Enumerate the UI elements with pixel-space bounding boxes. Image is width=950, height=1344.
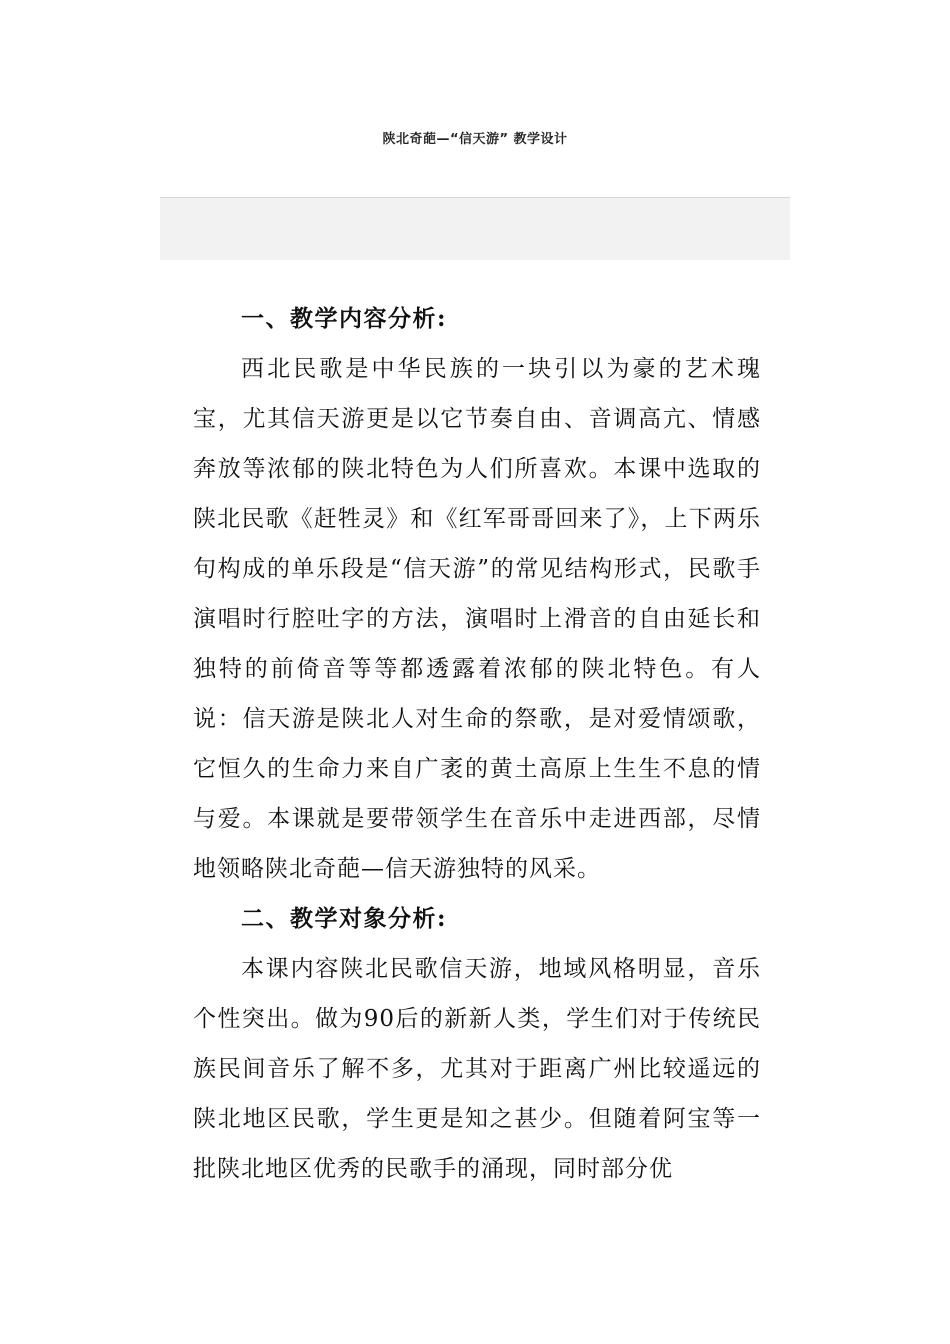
section-heading-student-analysis: 二、教学对象分析: xyxy=(241,905,447,932)
section-paragraph-content-analysis: 西北民歌是中华民族的一块引以为豪的艺术瑰宝，尤其信天游更是以它节奏自由、音调高亢、情感奔放等浓郁的陕北特色为人们所喜欢。本课中选取的陕北民歌《赶牲灵》和《红军哥哥回来了》，上下两乐句构成的单乐段是“信天游”的常见结构形式，民歌手演唱时行腔吐字的方法，演唱时上滑音的自由延长和独特的前倚音等等都透露着浓郁的陕北特色。有人说：信天游是陕北人对生命的祭歌，是对爱情颂歌，它恒久的生命力来自广袤的黄土高原上生生不息的情与爱。本课就是要带领学生在音乐中走进西部，尽情地领略陕北奇葩—信天游独特的风采。 xyxy=(193,356,761,882)
section-heading-content-analysis: 一、教学内容分析: xyxy=(241,305,447,332)
document-title: 陕北奇葩—“信天游” 教学设计 xyxy=(382,132,568,147)
document-body xyxy=(193,294,761,1194)
section-paragraph-student-analysis: 本课内容陕北民歌信天游，地域风格明显，音乐个性突出。做为90后的新新人类，学生们对于传统民族民间音乐了解不多，尤其对于距离广州比较遥远的陕北地区民歌，学生更是知之甚少。但随着阿宝等一批陕北地区优秀的民歌手的涌现，同时部分优 xyxy=(193,956,761,1182)
header-band xyxy=(160,197,790,260)
